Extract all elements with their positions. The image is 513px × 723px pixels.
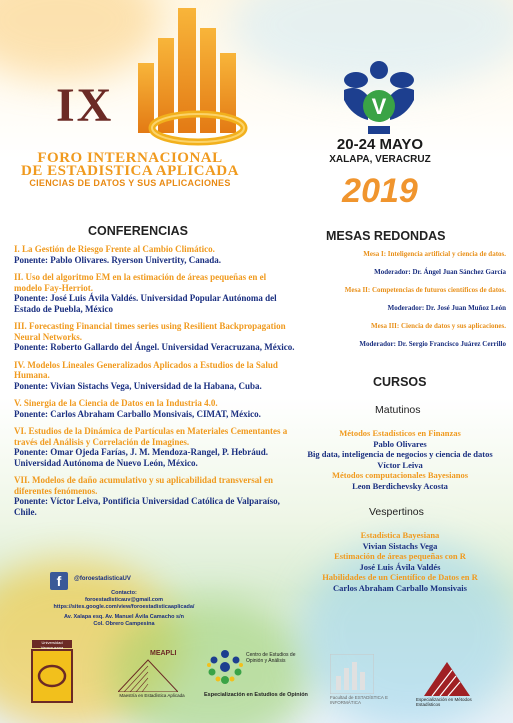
meapli-subtitle: Maestría en Estadística Aplicada	[119, 693, 185, 698]
conferencias-list	[14, 244, 296, 524]
conference-title: II. Uso del algoritmo EM en la estimación de áreas pequeñas en el modelo Fay-Herriot.	[14, 272, 267, 293]
conference-title: III. Forecasting Financial times series using Resilient Backpropagation Neural Networks.	[14, 321, 286, 342]
conference-speaker: Ponente: Víctor Leiva, Pontificia Universidad Católica de Valparaíso, Chile.	[14, 496, 280, 517]
mesa-moderator: Moderador: Dr. José Juan Muñoz León	[387, 304, 506, 312]
course-instructor: Leon Berdichevsky Acosta	[352, 480, 448, 491]
course-title: Estadística Bayesiana	[360, 530, 440, 540]
facebook-handle[interactable]: @foroestadisticaUV	[74, 576, 131, 582]
facultad-label: Facultad de ESTADÍSTICA E INFORMÁTICA	[330, 695, 388, 705]
event-location: XALAPA, VERACRUZ	[329, 154, 431, 165]
conference-item	[14, 475, 296, 517]
veracruzana-emblem-icon	[338, 60, 420, 138]
conference-item	[14, 398, 296, 419]
course-title: Big data, inteligencia de negocios y ciencia de datos	[307, 449, 493, 459]
facultad-estadistica-logo-icon	[330, 654, 374, 694]
contact-address-line2: Col. Obrero Campesina	[93, 621, 155, 627]
contact-url[interactable]: https://sites.google.com/view/foroestadisticaaplicada/	[53, 604, 195, 610]
uv-logo-label: Universidad Veracruzana	[40, 640, 64, 650]
conference-item	[14, 244, 296, 265]
course-instructor: Víctor Leiva	[377, 459, 423, 470]
course-title: Métodos Estadísticos en Finanzas	[339, 428, 461, 438]
especializacion-metodos-label: Especialización en Métodos Estadísticos	[416, 697, 472, 707]
meapli-label: MEAPLI	[150, 650, 177, 657]
course-title: Habilidades de un Científico de Datos en R	[322, 572, 478, 582]
conference-item	[14, 321, 296, 353]
contact-address-line1: Av. Xalapa esq. Av. Manuel Ávila Camacho s/n	[64, 614, 184, 620]
emblem-letter: V	[371, 94, 387, 119]
conference-title: VII. Modelos de daño acumulativo y su aplicabilidad transversal en diferentes fenómenos.	[14, 475, 274, 496]
mesa-title: Mesa III: Ciencia de datos y sus aplicaciones.	[371, 322, 506, 330]
course-title: Métodos computacionales Bayesianos	[332, 470, 468, 480]
conference-speaker: Ponente: José Luis Ávila Valdés. Universidad Popular Autónoma del Estado de Puebla, México	[14, 293, 277, 314]
course-instructor: Pablo Olivares	[373, 438, 427, 449]
opinion-studies-logo-icon	[204, 646, 246, 688]
course-instructor: Vivian Sistachs Vega	[362, 540, 438, 551]
centro-estudios-label: Centro de Estudios de Opinión y Análisis	[246, 652, 296, 664]
conference-item	[14, 426, 296, 468]
conference-title: I. La Gestión de Riesgo Frente al Cambio Climático.	[14, 244, 215, 254]
facebook-icon[interactable]: f	[50, 572, 68, 590]
contact-label: Contacto:	[111, 590, 137, 596]
forum-title-line1: FORO INTERNACIONAL	[37, 150, 223, 166]
conference-speaker: Ponente: Carlos Abraham Carballo Monsivais, CIMAT, México.	[14, 408, 261, 419]
conferencias-heading: CONFERENCIAS	[88, 224, 189, 238]
conference-item	[14, 272, 296, 314]
mesa-title: Mesa II: Competencias de futuros científicos de datos.	[344, 286, 506, 294]
mesas-list	[300, 250, 506, 358]
forum-logo-bars-icon	[128, 8, 248, 148]
contact-email[interactable]: foroestadisticauv@gmail.com	[84, 597, 164, 603]
matutinos-list	[300, 428, 500, 491]
meapli-logo-icon	[118, 656, 178, 692]
forum-title-line2: DE ESTADISTICA APLICADA	[21, 163, 239, 179]
course-instructor: José Luis Ávila Valdés	[359, 561, 441, 572]
vespertinos-heading: Vespertinos	[369, 506, 424, 518]
conference-speaker: Ponente: Omar Ojeda Farías, J. M. Mendoza-Rangel, P. Hebráud. Universidad Autónoma de Nuevo León, México.	[14, 447, 268, 468]
matutinos-heading: Matutinos	[375, 404, 421, 416]
metodos-estadisticos-logo-icon	[424, 660, 470, 696]
conference-speaker: Ponente: Pablo Olivares. Ryerson Univertity, Canada.	[14, 254, 222, 265]
mesa-moderator: Moderador: Dr. Ángel Juan Sánchez García	[374, 268, 506, 276]
conference-title: IV. Modelos Lineales Generalizados Aplicados a Estudios de la Salud Humana.	[14, 359, 278, 380]
conference-title: V. Sinergia de la Ciencia de Datos en la Industria 4.0.	[14, 398, 218, 408]
especializacion-opinion-label: Especialización en Estudios de Opinión	[204, 692, 308, 698]
mesas-heading: MESAS REDONDAS	[326, 229, 446, 243]
mesa-moderator: Moderador: Dr. Sergio Francisco Juárez Cerrillo	[359, 340, 506, 348]
conference-speaker: Ponente: Roberto Gallardo del Ángel. Universidad Veracruzana, México.	[14, 342, 295, 352]
conference-speaker: Ponente: Vivian Sistachs Vega, Universidad de la Habana, Cuba.	[14, 380, 262, 391]
edition-numeral: IX	[56, 79, 114, 132]
mesa-title: Mesa I: Inteligencia artificial y ciencia de datos.	[363, 250, 506, 258]
course-title: Estimación de áreas pequeñas con R	[334, 551, 466, 561]
conference-title: VI. Estudios de la Dinámica de Partículas en Materiales Cementantes a través del Análisis y Correlación de Imagines.	[14, 426, 288, 447]
event-year: 2019	[342, 172, 418, 210]
conference-item	[14, 360, 296, 392]
vespertinos-list	[300, 530, 500, 593]
course-instructor: Carlos Abraham Carballo Monsivais	[333, 582, 467, 593]
cursos-heading: CURSOS	[373, 375, 427, 389]
forum-subtitle: CIENCIAS DE DATOS Y SUS APLICACIONES	[29, 178, 231, 188]
event-dates: 20-24 MAYO	[336, 136, 424, 153]
